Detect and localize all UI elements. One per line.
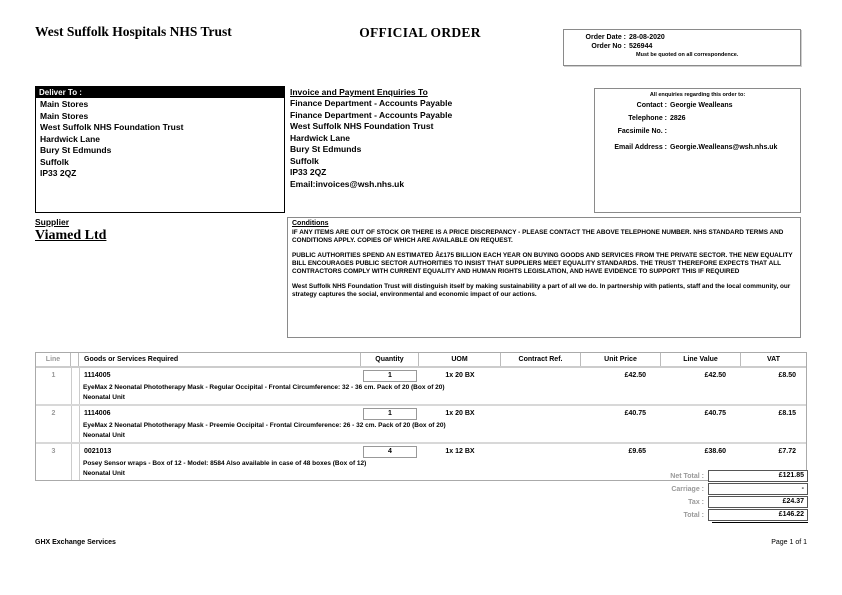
contact-value: Georgie Wealleans bbox=[670, 102, 733, 109]
deliver-to-line: IP33 2QZ bbox=[40, 168, 77, 178]
unit-price: £40.75 bbox=[624, 410, 646, 417]
column-header-goods: Goods or Services Required bbox=[79, 353, 361, 366]
line-number: 2 bbox=[51, 410, 56, 417]
enquiries-box bbox=[594, 88, 801, 213]
invoice-line: Suffolk bbox=[290, 155, 319, 166]
order-date-label: Order Date : bbox=[585, 34, 626, 41]
totals-section bbox=[558, 470, 808, 523]
trust-name: West Suffolk Hospitals NHS Trust bbox=[35, 24, 232, 39]
facsimile-label: Facsimile No. : bbox=[617, 128, 667, 135]
supplier-title: Supplier bbox=[35, 217, 70, 227]
order-date-row bbox=[564, 33, 800, 42]
carriage-value: - bbox=[708, 483, 808, 495]
contact-label: Contact : bbox=[636, 102, 667, 109]
column-divider bbox=[71, 368, 72, 404]
deliver-to-line: Main Stores bbox=[40, 110, 89, 121]
deliver-to-line: Main Stores bbox=[40, 99, 89, 109]
column-divider bbox=[79, 368, 80, 404]
deliver-to-line: Suffolk bbox=[40, 156, 69, 167]
item-description: Posey Sensor wraps - Box of 12 - Model: 8584 Also available in case of 48 boxes (Box of 12) bbox=[83, 460, 367, 467]
column-header-vat: VAT bbox=[767, 356, 780, 363]
unit-price: £9.65 bbox=[628, 448, 646, 455]
table-row bbox=[36, 406, 806, 444]
invoice-line: Hardwick Lane bbox=[290, 132, 350, 143]
supplier-block bbox=[35, 217, 106, 244]
quantity-box: 1 bbox=[363, 408, 417, 420]
enquiries-heading: All enquiries regarding this order to: bbox=[649, 92, 746, 98]
footer-page-number: Page 1 of 1 bbox=[771, 539, 807, 546]
total-label: Total : bbox=[683, 511, 704, 519]
total-underline bbox=[712, 522, 808, 523]
item-code: 1114005 bbox=[84, 372, 111, 379]
carriage-row bbox=[558, 483, 808, 495]
column-header-quantity: Quantity bbox=[361, 353, 419, 366]
total-value: £146.22 bbox=[708, 509, 808, 521]
net-total-value: £121.85 bbox=[708, 470, 808, 482]
unit-price: £42.50 bbox=[624, 372, 646, 379]
vat-value: £8.15 bbox=[778, 410, 796, 417]
invoice-email-line: Email:invoices@wsh.nhs.uk bbox=[290, 178, 405, 189]
tax-row bbox=[558, 496, 808, 508]
item-code: 0021013 bbox=[84, 448, 112, 455]
invoice-line: IP33 2QZ bbox=[290, 167, 327, 177]
order-info-box bbox=[563, 29, 801, 66]
document-title: OFFICIAL ORDER bbox=[359, 25, 481, 40]
order-no-value: 526944 bbox=[629, 43, 653, 50]
column-header-uom: UOM bbox=[419, 353, 501, 366]
footer-service-name: GHX Exchange Services bbox=[35, 539, 116, 546]
contact-row bbox=[595, 102, 800, 110]
column-header-unit-price: Unit Price bbox=[581, 353, 661, 366]
order-date-value: 28-08-2020 bbox=[629, 34, 665, 41]
email-value: Georgie.Wealleans@wsh.nhs.uk bbox=[670, 144, 778, 151]
column-divider bbox=[79, 444, 80, 480]
deliver-to-line: Bury St Edmunds bbox=[40, 145, 112, 155]
line-value: £40.75 bbox=[704, 410, 726, 417]
order-lines-table bbox=[35, 352, 807, 481]
item-description: EyeMax 2 Neonatal Phototherapy Mask - Preemie Occipital - Frontal Circumference: 26 - 32 cm. Pack of 20 (Box of 20) bbox=[83, 422, 446, 429]
telephone-label: Telephone : bbox=[628, 115, 667, 122]
vat-value: £8.50 bbox=[778, 372, 796, 379]
item-department: Neonatal Unit bbox=[83, 432, 125, 439]
column-header-contract-ref: Contract Ref. bbox=[501, 353, 581, 366]
net-total-row bbox=[558, 470, 808, 482]
line-number: 3 bbox=[51, 448, 56, 455]
uom-value: 1x 20 BX bbox=[445, 372, 475, 379]
item-department: Neonatal Unit bbox=[83, 470, 125, 477]
table-row bbox=[36, 368, 806, 406]
column-header-line-value: Line Value bbox=[661, 353, 741, 366]
line-value: £38.60 bbox=[704, 448, 726, 455]
deliver-to-address bbox=[36, 98, 284, 181]
invoice-line: West Suffolk NHS Foundation Trust bbox=[290, 121, 434, 131]
telephone-row bbox=[595, 115, 800, 123]
item-description: EyeMax 2 Neonatal Phototherapy Mask - Regular Occipital - Frontal Circumference: 32 - 36 cm. Pack of 20 (Box of 20) bbox=[83, 384, 445, 391]
conditions-title: Conditions bbox=[292, 220, 329, 227]
invoice-enquiries-block bbox=[290, 87, 590, 190]
conditions-paragraph-1: IF ANY ITEMS ARE OUT OF STOCK OR THERE IS A PRICE DISCREPANCY - PLEASE CONTACT THE ABOVE TELEPHONE NUMBER. NHS STANDARD TERMS AND CONDITIONS APPLY. COPIES OF WHICH ARE AVAILABLE ON REQUEST. bbox=[292, 229, 784, 244]
line-value: £42.50 bbox=[704, 372, 726, 379]
quantity-box: 4 bbox=[363, 446, 417, 458]
column-spacer bbox=[71, 353, 79, 366]
conditions-paragraph-3: West Suffolk NHS Foundation Trust will distinguish itself by making sustainability a part of all we do. In partnership with patients, staff and the local community, our strategy captures the social, environmental and economic impact of our actions. bbox=[292, 283, 791, 298]
conditions-box bbox=[287, 217, 801, 338]
deliver-to-title: Deliver To : bbox=[36, 87, 284, 98]
vat-value: £7.72 bbox=[778, 448, 796, 455]
column-divider bbox=[71, 444, 72, 480]
total-row bbox=[558, 509, 808, 521]
order-no-row bbox=[564, 42, 800, 51]
telephone-value: 2826 bbox=[670, 115, 686, 122]
conditions-paragraph-2: PUBLIC AUTHORITIES SPEND AN ESTIMATED Â£175 BILLION EACH YEAR ON BUYING GOODS AND SERVICES FROM THE PRIVATE SECTOR. THE NEW EQUALITY BILL ENCOURAGES PUBLIC SECTOR AUTHORITIES TO INSIST THAT SUPPLIERS MEET EQUALITY STANDARDS. THE TRUST THEREFORE EXPECTS THAT ALL CONTRACTORS COMPLY WITH CURRENT EQUALITY AND HUMAN RIGHTS LEGISLATION, AND HAVE EVIDENCE TO SUPPORT THIS IF REQUIRED bbox=[292, 252, 793, 275]
uom-value: 1x 20 BX bbox=[445, 410, 475, 417]
deliver-to-box bbox=[35, 86, 285, 213]
invoice-line: Bury St Edmunds bbox=[290, 144, 362, 154]
order-note: Must be quoted on all correspondence. bbox=[636, 52, 739, 58]
deliver-to-line: Hardwick Lane bbox=[40, 133, 100, 144]
tax-value: £24.37 bbox=[708, 496, 808, 508]
line-number: 1 bbox=[51, 372, 56, 379]
invoice-enquiries-title: Invoice and Payment Enquiries To bbox=[290, 87, 428, 97]
invoice-line: Finance Department - Accounts Payable bbox=[290, 98, 453, 108]
column-header-line: Line bbox=[36, 353, 71, 366]
email-row bbox=[595, 144, 800, 152]
item-code: 1114006 bbox=[84, 410, 111, 417]
tax-label: Tax : bbox=[688, 498, 704, 506]
order-no-label: Order No : bbox=[591, 43, 626, 50]
deliver-to-line: West Suffolk NHS Foundation Trust bbox=[40, 122, 184, 132]
carriage-label: Carriage : bbox=[671, 485, 704, 493]
invoice-line: Finance Department - Accounts Payable bbox=[290, 109, 453, 120]
quantity-box: 1 bbox=[363, 370, 417, 382]
email-label: Email Address : bbox=[614, 144, 667, 151]
table-header-row bbox=[36, 353, 806, 368]
supplier-name: Viamed Ltd bbox=[35, 228, 107, 243]
uom-value: 1x 12 BX bbox=[445, 448, 475, 455]
invoice-enquiries-address bbox=[290, 98, 590, 190]
column-divider bbox=[79, 406, 80, 442]
net-total-label: Net Total : bbox=[670, 472, 704, 480]
facsimile-row bbox=[595, 128, 800, 136]
item-department: Neonatal Unit bbox=[83, 394, 125, 401]
column-divider bbox=[71, 406, 72, 442]
